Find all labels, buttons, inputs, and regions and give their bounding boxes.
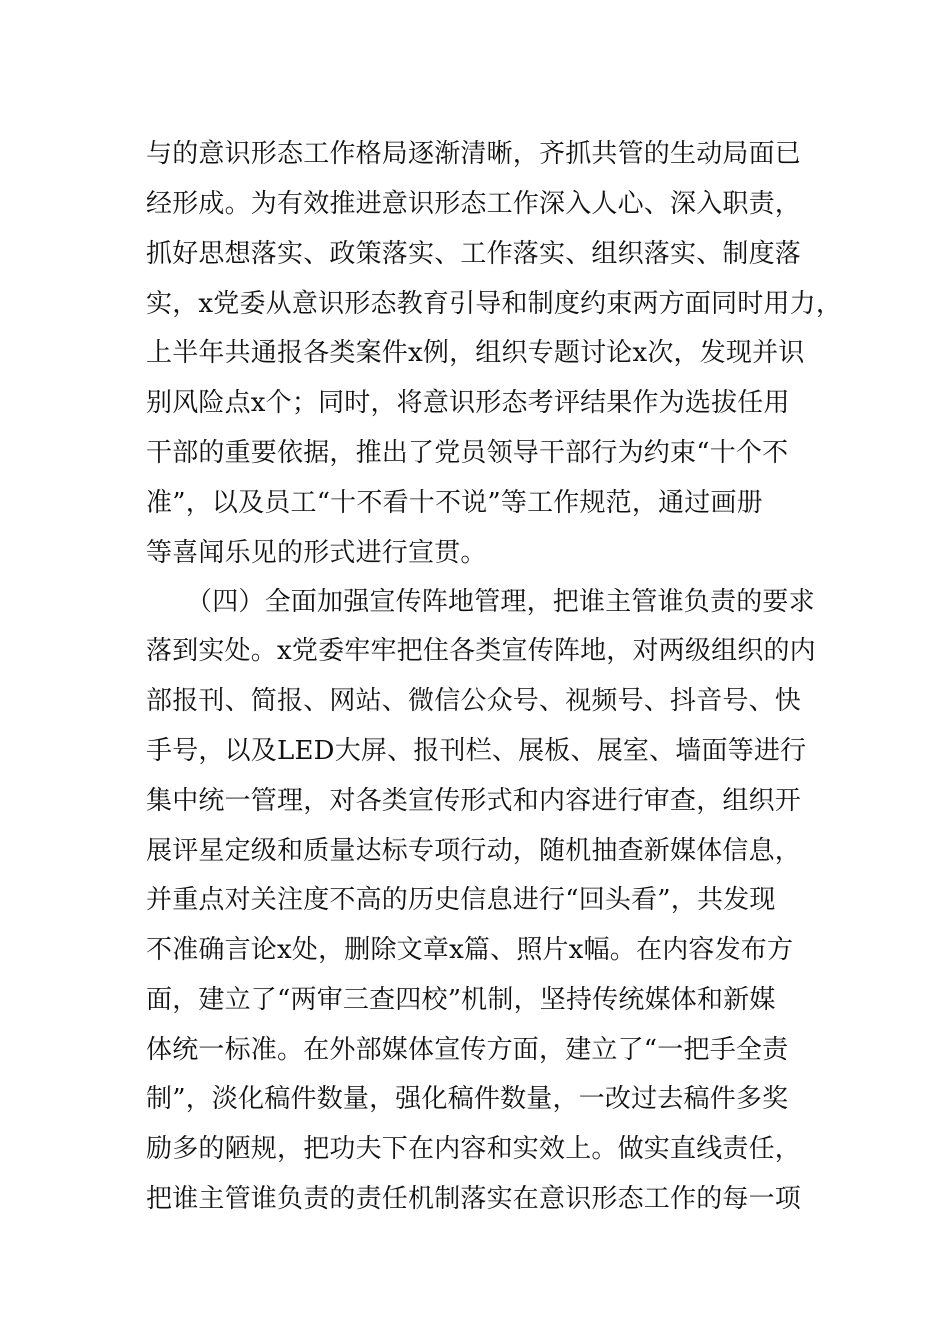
paragraph-line: 手号，以及LED大屏、报刊栏、展板、展室、墙面等进行 [146, 736, 807, 766]
paragraph-line: 别风险点x个；同时，将意识形态考评结果作为选拔任用 [146, 388, 790, 418]
paragraph-line: 并重点对关注度不高的历史信息进行“回头看”，共发现 [146, 885, 776, 915]
paragraph-line: 把谁主管谁负责的责任机制落实在意识形态工作的每一项 [146, 1184, 802, 1214]
paragraph-line: 励多的陋规，把功夫下在内容和实效上。做实直线责任， [146, 1134, 802, 1164]
paragraph-line: 部报刊、简报、网站、微信公众号、视频号、抖音号、快 [146, 686, 802, 716]
paragraph-line: 与的意识形态工作格局逐渐清晰，齐抓共管的生动局面已 [146, 139, 802, 169]
paragraph-line: 上半年共通报各类案件x例，组织专题讨论x次，发现并识 [146, 338, 805, 368]
paragraph-line: 制”，淡化稿件数量，强化稿件数量，一改过去稿件多奖 [146, 1084, 789, 1114]
paragraph-line: 不准确言论x处，删除文章x篇、照片x幅。在内容发布方 [146, 935, 794, 965]
paragraph-line: 经形成。为有效推进意识形态工作深入人心、深入职责， [146, 189, 802, 219]
paragraph-line: 落到实处。x党委牢牢把住各类宣传阵地，对两级组织的内 [146, 636, 816, 666]
paragraph-line: 干部的重要依据，推出了党员领导干部行为约束“十个不 [146, 438, 789, 468]
paragraph-line: 准”，以及员工“十不看十不说”等工作规范，通过画册 [146, 488, 763, 518]
section-heading-line: （四）全面加强宣传阵地管理，把谁主管谁负责的要求 [186, 587, 815, 617]
paragraph-line: 集中统一管理，对各类宣传形式和内容进行审查，组织开 [146, 786, 802, 816]
paragraph-line: 抓好思想落实、政策落实、工作落实、组织落实、制度落 [146, 239, 802, 269]
paragraph-line: 面，建立了“两审三查四校”机制，坚持传统媒体和新媒 [146, 985, 776, 1015]
paragraph-line: 展评星定级和质量达标专项行动，随机抽查新媒体信息， [146, 836, 802, 866]
paragraph-line: 体统一标准。在外部媒体宣传方面，建立了“一把手全责 [146, 1035, 789, 1065]
paragraph-line: 实，x党委从意识形态教育引导和制度约束两方面同时用力， [146, 289, 843, 319]
paragraph-line: 等喜闻乐见的形式进行宣贯。 [146, 538, 487, 568]
